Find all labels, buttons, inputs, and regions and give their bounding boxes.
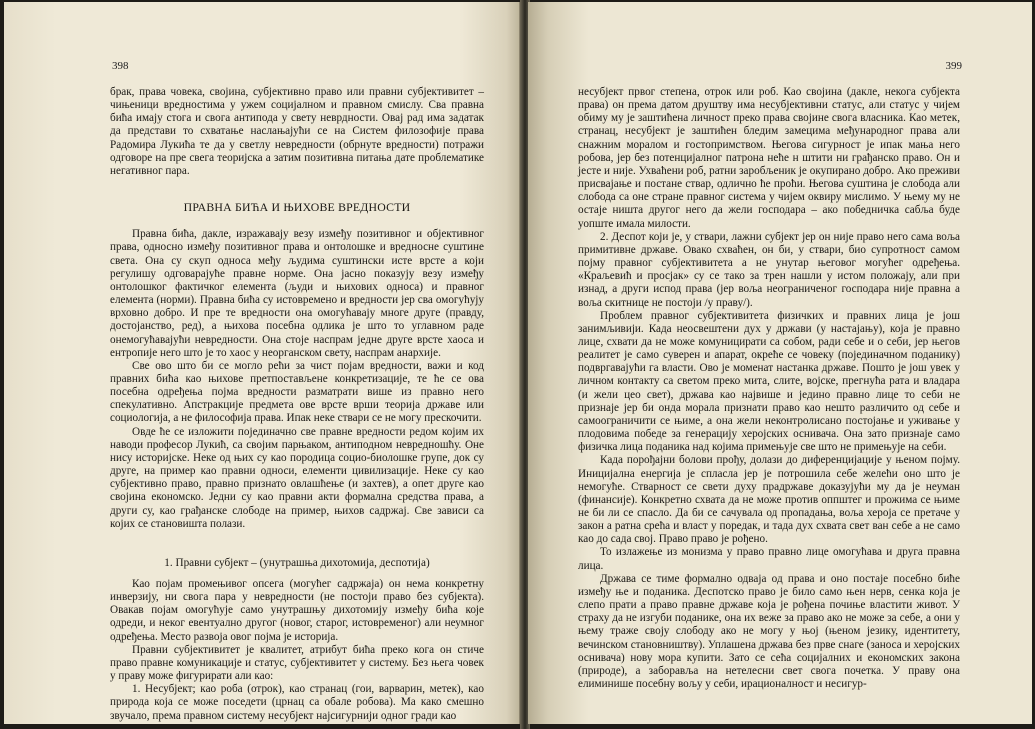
right-page-text: [578, 86, 960, 691]
paragraph: 2. Деспот који је, у ствари, лажни субјект јер он није право него сама воља примитивне државе. Овако схваћен, он би, у ствари, био супротност самом појму правног субјективитета а не унутар његовог могућег одређења. «Краљевић и просјак» су се тако за трен нашли у истом положају, али при изнад, а други испод права (јер воља неограниченог господара није правна а воља скитнице не постоји /у праву/).: [578, 230, 960, 309]
right-page: [528, 2, 1032, 724]
page-number-right: 399: [945, 60, 962, 72]
left-page: [4, 2, 522, 724]
paragraph: Правни субјективитет је квалитет, атрибут бића преко кога он стиче право правне комуникације и статус, субјективитет у систему. Без њега човек у праву може фигурирати али као:: [110, 643, 484, 683]
section-heading: ПРАВНА БИЋА И ЊИХОВЕ ВРЕДНОСТИ: [183, 200, 411, 215]
subsection-heading: 1. Правни субјект – (унутрашња дихотомија, деспотија): [164, 556, 430, 569]
paragraph: Проблем правног субјективитета физичких и правних лица је још занимљивији. Када неосвештени дух у држави (у настајању), која је правно лице, схвати да не може комуницирати са собом, ради себе и о себи, јер његов реалитет је само суверен и апарат, окреће се човеку (појединачном поданику) подвргавајући га власти. Ово је моменат настанка државе. Пошто је још увек у личном контакту са светом преко мита, слите, војске, прегнућа рата и владара (и жели цео свет), држава као највише и једино правно лице то себи не признаје јер би онда морала признати право као нешто различито од себе и самоограничити се њиме, а она жели неконтролисано постојање и уживање у плодовима победе за генерацију херојских оснивача. Она зато признаје само физичка лица поданика над којима примењује све што не примењује на себи.: [578, 309, 960, 454]
paragraph: несубјект првог степена, отрок или роб. Као својина (дакле, некога субјекта права) он према датом друштву има несубјективни статус, али статус у чијем обиму му је заштићена личност преко права својине свога власника. Као метек, странац, несубјект је заштићен бледим замецима међународног права али снажним моралом и гостопримством. Његова сигурност је ипак мања него робова, јер без потенцијалног патрона неће н штити ни грађанско право. Он и јесте и није. Ухваћени роб, ратни заробљеник је окупирано добро. Ако преживи присвајање и постане ствар, одлично ће проћи. Његова суштина је слобода али слобода са оне стране правног система у чијем оквиру мислимо. У њему му не остаје ништа другог него да жели господара – ако победничка сабља буде уопште имала милости.: [578, 86, 960, 230]
page-number-left: 398: [112, 60, 129, 72]
left-page-text: [110, 86, 484, 723]
paragraph: Када порођајни болови прођу, долази до диференцијације у њеном појму. Иницијална енергија је спласла јер је потрошила себе желећи оно што је немогуће. Стварност се свети духу прадржаве доказујући му да је неуман (финансије). Конкретно схвата да не може против оппштег и прожима се њиме не би ли се спасло. Да би се сачувала од пропадања, воља хероја се претаче у закон а ратна срећа и власт у поредак, и тада дух схвата свет ван себе а не само као до сада свој. Право право је рођено.: [578, 454, 960, 546]
paragraph: То излажење из монизма у право правно лице омогућава и друга правна лица.: [578, 546, 960, 572]
intro-paragraph: брак, права човека, својина, субјективно право или правни субјективитет – чињеници вредностима у ужем социјалном и правном смислу. Сва правна бића имају стога и свога антипода у свету неврдности. Овај рад има задатак да представи то схватање наслањајући се на Систем филозофије права Радомира Лукића те да у светлу невредности (обрнуте вредности) потражи одговоре на пре свега теоријска а затим позитивна питања дате проблематике негативног пара.: [110, 86, 484, 177]
paragraph: 1. Несубјект; као роба (отрок), као странац (гои, варварин, метек), као природа која се може поседети (црнац са обале робова). Ма како смешно звучало, према правном систему несубјект најсигурнији одног гради као: [110, 683, 484, 722]
paragraph: Све ово што би се могло рећи за чист појам вредности, важи и код правних бића као њихове претпостављене конкретизације, те ће се ова посебна одређења појма вредности разматрати више из правно него спекулативно. Апстракције предмета ове врсте врши теорија државе или социологија, а не философија права. Ипак неке ствари се не могу прескочити.: [110, 359, 484, 425]
paragraph: Као појам промењивог опсега (могућег садржаја) он нема конкретну инверзију, ни свога пара у невредности (не постоји право без субјекта). Овакав појам омогућује само унутрашњу дихотомију између бића које одреди, и неког евентуално другог (новог, старог, истовременог) али неумног одређења. Место развоја овог појма је историја.: [110, 578, 484, 643]
paragraph: Овде ће се изложити појединачно све правне вредности редом којим их наводи професор Лукић, са својим парњаком, антиподном невредношћу. Оне нису историјске. Неке од њих су као породица социо-биолошке групе, док су друге, на пример као правни односи, елементи цивилизације. Неке су као субјективно право, правно признато овлашћење (и захтев), а опет друге као својина економско. Једни су као правни акти формална средства права, а други су, као грађанске слободе на пример, њихов садржај. Све зависи са којих се становишта полази.: [110, 425, 484, 530]
paragraph: Правна бића, дакле, изражавају везу између позитивног и објективног права, односно између позитивног права и онтолошке и вредносне суштине света. Она су скуп односа међу људима суштински исте врсте а који регулишу одговарајуће правне норме. Она јасно показују везу између онтолошког фактичког елемента (људи и њихових односа) и правног елемента (норми). Правна бића су истовремено и вредности јер сва омогућују врховно добро. И пре те вредности она омогућавају многе друге (правду, достојанство, ред), а њихова посебна одлика је што то углавном раде онемогућавајући невредности. Она стоје наспрам једне друге врсте хаоса и ентропије него што је то хаос у неорганском свету, наспрам анархије.: [110, 228, 484, 359]
paragraph: Држава се тиме формално одваја од права и оно постаје посебно биће између ње и поданика. Деспотско право је било само њен нерв, сенка која је слепо прати а право правне државе која је рођена почиње властити живот. У страху да не изгуби поданике, она их веже за право ако не може за себе, а они у њему траже своју слободу ако не могу у њој (њеном језику, идентитету, вечинском становништву). Уплашена држава без прве снаге (заноса и херојских оснивача) нову мора купити. Зато се сећа социјалних и економских закона (природе), а заборавља на нетелесни свет свога почетка. У праву она елиминише посебну вољу у себи, ирационалност и несигур-: [578, 572, 960, 691]
